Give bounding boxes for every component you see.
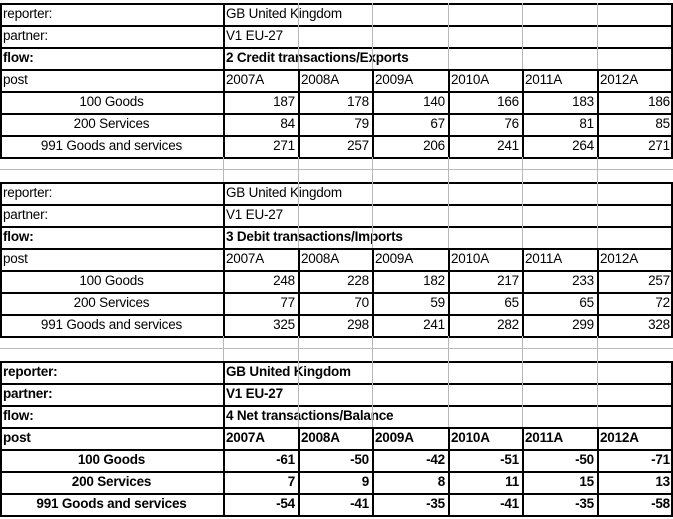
column-border: [597, 361, 598, 427]
table-row: [0, 471, 673, 493]
table-row: [0, 449, 673, 471]
partner-row: [0, 204, 673, 226]
year-header[interactable]: 2008A: [301, 251, 340, 266]
post-item-label[interactable]: 200 Services: [71, 474, 152, 489]
partner-value[interactable]: V1 EU-27: [226, 28, 283, 43]
row-border: [0, 226, 673, 228]
post-item-label[interactable]: 100 Goods: [79, 273, 144, 288]
year-header[interactable]: 2007A: [226, 72, 265, 87]
column-border: [448, 361, 449, 427]
row-border: [0, 182, 673, 184]
row-border: [0, 135, 673, 137]
value-cell[interactable]: 81: [579, 116, 594, 131]
value-cell[interactable]: 271: [273, 138, 295, 153]
value-cell[interactable]: 178: [347, 94, 369, 109]
value-cell[interactable]: 325: [273, 317, 295, 332]
flow-row: [0, 226, 673, 248]
column-border: [372, 69, 374, 157]
value-cell[interactable]: 182: [423, 273, 445, 288]
column-border: [448, 69, 450, 157]
value-cell[interactable]: -71: [651, 452, 670, 467]
value-cell[interactable]: 271: [648, 138, 670, 153]
column-border: [448, 157, 449, 182]
year-header[interactable]: 2011A: [525, 251, 563, 266]
row-border: [0, 3, 673, 5]
post-item-label[interactable]: 991 Goods and services: [36, 496, 187, 511]
column-border: [298, 3, 299, 69]
row-border: [0, 157, 673, 159]
value-cell[interactable]: 257: [648, 273, 670, 288]
value-cell[interactable]: 79: [354, 116, 369, 131]
reporter-row: [0, 361, 673, 383]
row-border: [0, 383, 673, 385]
value-cell[interactable]: -58: [651, 496, 670, 511]
value-cell[interactable]: -35: [575, 496, 594, 511]
partner-value[interactable]: V1 EU-27: [226, 207, 283, 222]
row-border: [0, 25, 673, 27]
column-border: [372, 361, 373, 427]
value-cell[interactable]: 72: [655, 295, 670, 310]
year-header[interactable]: 2009A: [375, 251, 414, 266]
post-item-label[interactable]: 991 Goods and services: [40, 138, 183, 153]
value-cell[interactable]: 59: [430, 295, 445, 310]
column-border: [448, 248, 450, 336]
row-border: [0, 449, 673, 451]
row-border: [0, 314, 673, 316]
partner-label[interactable]: partner:: [3, 207, 48, 222]
column-border: [448, 336, 449, 361]
post-item-label[interactable]: 100 Goods: [79, 94, 144, 109]
year-header[interactable]: 2010A: [451, 72, 490, 87]
year-header-row: [0, 248, 673, 270]
column-border: [522, 361, 523, 427]
flow-row: [0, 47, 673, 69]
post-label[interactable]: post: [3, 430, 31, 445]
year-header[interactable]: 2007A: [226, 430, 265, 445]
column-border: [0, 3, 2, 157]
value-cell[interactable]: 67: [430, 116, 445, 131]
column-border: [298, 182, 299, 248]
value-cell[interactable]: 11: [505, 474, 519, 489]
column-border: [522, 248, 524, 336]
flow-label[interactable]: flow:: [3, 408, 34, 423]
value-cell[interactable]: -54: [276, 496, 295, 511]
column-border: [597, 336, 598, 361]
table-row: [0, 314, 673, 336]
year-header[interactable]: 2011A: [525, 430, 564, 445]
post-item-label[interactable]: 200 Services: [73, 295, 150, 310]
column-border: [298, 361, 299, 427]
value-cell[interactable]: 233: [572, 273, 594, 288]
flow-value[interactable]: 2 Credit transactions/Exports: [226, 50, 409, 65]
column-border: [298, 336, 299, 361]
value-cell[interactable]: 65: [504, 295, 519, 310]
table-row: [0, 135, 673, 157]
row-border: [0, 204, 673, 206]
value-cell[interactable]: 298: [347, 317, 369, 332]
partner-label[interactable]: partner:: [3, 386, 53, 401]
reporter-value[interactable]: GB United Kingdom: [226, 6, 342, 21]
row-border: [0, 471, 673, 473]
table-row: [0, 292, 673, 314]
value-cell[interactable]: 282: [497, 317, 519, 332]
value-cell[interactable]: 77: [280, 295, 295, 310]
value-cell[interactable]: 183: [572, 94, 594, 109]
value-cell[interactable]: 140: [423, 94, 445, 109]
table-row: [0, 91, 673, 113]
row-border: [0, 91, 673, 93]
row-border: [0, 113, 673, 115]
row-border: [0, 69, 673, 71]
row-border: [0, 336, 673, 338]
column-border: [372, 336, 373, 361]
row-border: [0, 47, 673, 49]
year-header[interactable]: 2008A: [301, 72, 340, 87]
value-cell[interactable]: -61: [276, 452, 295, 467]
value-cell[interactable]: 206: [423, 138, 445, 153]
column-border: [0, 182, 2, 336]
column-border: [597, 157, 598, 182]
value-cell[interactable]: 9: [361, 474, 369, 489]
value-cell[interactable]: 76: [504, 116, 519, 131]
column-border: [223, 3, 225, 157]
year-header[interactable]: 2010A: [451, 430, 490, 445]
table-row: [0, 493, 673, 515]
year-header[interactable]: 2012A: [600, 251, 639, 266]
value-cell[interactable]: 228: [347, 273, 369, 288]
value-cell[interactable]: 70: [354, 295, 369, 310]
partner-label[interactable]: partner:: [3, 28, 48, 43]
column-border: [522, 69, 524, 157]
flow-label[interactable]: flow:: [3, 50, 34, 65]
value-cell[interactable]: 186: [648, 94, 670, 109]
value-cell[interactable]: 85: [655, 116, 670, 131]
year-header[interactable]: 2012A: [600, 430, 639, 445]
value-cell[interactable]: -50: [350, 452, 369, 467]
column-border: [298, 69, 300, 157]
gap-gridline: [0, 348, 673, 349]
column-border: [448, 182, 449, 248]
row-border: [0, 427, 673, 429]
column-border: [522, 336, 523, 361]
year-header[interactable]: 2011A: [525, 72, 563, 87]
gap-gridline: [0, 169, 673, 170]
value-cell[interactable]: 299: [572, 317, 594, 332]
value-cell[interactable]: -50: [575, 452, 594, 467]
row-border: [0, 248, 673, 250]
value-cell[interactable]: 8: [437, 474, 445, 489]
flow-value[interactable]: 4 Net transactions/Balance: [226, 408, 394, 423]
column-border: [298, 157, 299, 182]
row-border: [0, 405, 673, 407]
row-border: [0, 361, 673, 363]
value-cell[interactable]: -41: [350, 496, 369, 511]
year-header[interactable]: 2010A: [451, 251, 490, 266]
flow-value[interactable]: 3 Debit transactions/Imports: [226, 229, 403, 244]
column-border: [372, 248, 374, 336]
year-header-row: [0, 69, 673, 91]
column-border: [372, 3, 373, 69]
column-border: [597, 3, 598, 69]
reporter-value[interactable]: GB United Kingdom: [226, 185, 342, 200]
table-row: [0, 270, 673, 292]
reporter-row: [0, 182, 673, 204]
column-border: [223, 361, 225, 515]
column-border: [597, 69, 599, 157]
value-cell[interactable]: 264: [572, 138, 594, 153]
column-border: [522, 427, 524, 515]
row-border: [0, 292, 673, 294]
column-border: [448, 427, 450, 515]
year-header[interactable]: 2009A: [375, 430, 414, 445]
value-cell[interactable]: -35: [426, 496, 445, 511]
post-label[interactable]: post: [3, 251, 28, 266]
table-row: [0, 113, 673, 135]
column-border: [522, 182, 523, 248]
value-cell[interactable]: 257: [347, 138, 369, 153]
column-border: [298, 427, 300, 515]
partner-value[interactable]: V1 EU-27: [226, 386, 283, 401]
reporter-value[interactable]: GB United Kingdom: [226, 364, 351, 379]
year-header[interactable]: 2012A: [600, 72, 639, 87]
year-header[interactable]: 2007A: [226, 251, 265, 266]
year-header[interactable]: 2009A: [375, 72, 414, 87]
post-item-label[interactable]: 100 Goods: [77, 452, 146, 467]
flow-row: [0, 405, 673, 427]
partner-row: [0, 383, 673, 405]
value-cell[interactable]: 187: [273, 94, 295, 109]
year-header[interactable]: 2008A: [301, 430, 340, 445]
column-border: [597, 248, 599, 336]
reporter-row: [0, 3, 673, 25]
column-border: [448, 3, 449, 69]
value-cell[interactable]: 84: [280, 116, 295, 131]
value-cell[interactable]: 166: [497, 94, 519, 109]
reporter-label[interactable]: reporter:: [3, 185, 53, 200]
value-cell[interactable]: 241: [497, 138, 519, 153]
row-border: [0, 493, 673, 495]
value-cell[interactable]: 65: [579, 295, 594, 310]
column-border: [522, 157, 523, 182]
column-border: [223, 336, 224, 361]
value-cell[interactable]: 15: [579, 474, 594, 489]
reporter-label[interactable]: reporter:: [3, 364, 58, 379]
flow-label[interactable]: flow:: [3, 229, 34, 244]
value-cell[interactable]: 7: [287, 474, 295, 489]
column-border: [372, 427, 374, 515]
column-border: [0, 361, 2, 515]
value-cell[interactable]: 328: [648, 317, 670, 332]
post-item-label[interactable]: 200 Services: [73, 116, 150, 131]
post-item-label[interactable]: 991 Goods and services: [40, 317, 183, 332]
post-label[interactable]: post: [3, 72, 28, 87]
row-border: [0, 270, 673, 272]
year-header-row: [0, 427, 673, 449]
value-cell[interactable]: 248: [273, 273, 295, 288]
value-cell[interactable]: -51: [500, 452, 519, 467]
column-border: [597, 182, 598, 248]
column-border: [223, 182, 225, 336]
value-cell[interactable]: -41: [500, 496, 519, 511]
column-border: [597, 427, 599, 515]
column-border: [372, 157, 373, 182]
value-cell[interactable]: 13: [655, 474, 670, 489]
reporter-label[interactable]: reporter:: [3, 6, 53, 21]
value-cell[interactable]: -42: [426, 452, 445, 467]
column-border: [223, 157, 224, 182]
column-border: [372, 182, 373, 248]
value-cell[interactable]: 217: [497, 273, 519, 288]
row-border: [0, 515, 673, 517]
value-cell[interactable]: 241: [423, 317, 445, 332]
column-border: [522, 3, 523, 69]
column-border: [298, 248, 300, 336]
partner-row: [0, 25, 673, 47]
